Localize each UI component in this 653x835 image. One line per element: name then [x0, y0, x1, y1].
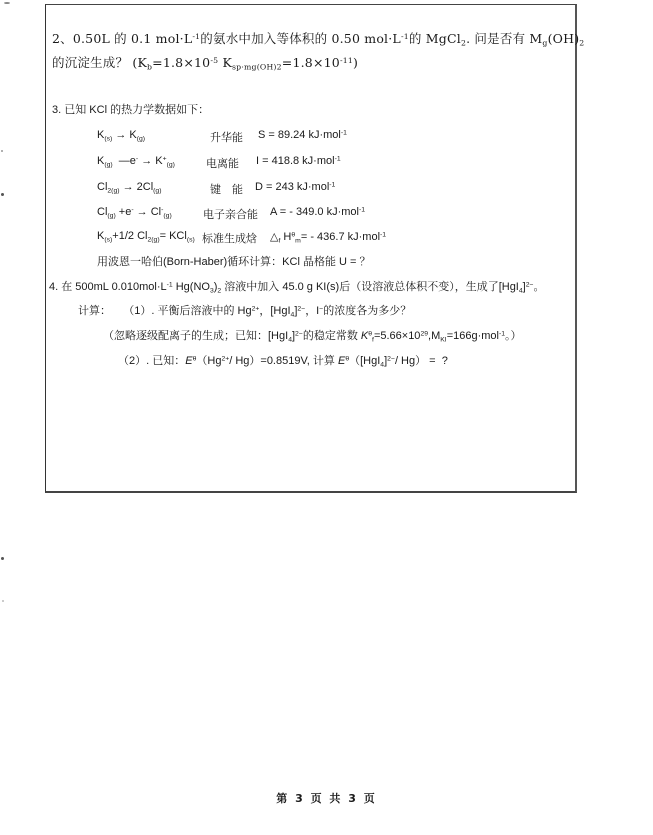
equation: $Cl_{(g)} +e^- \to Cl^-_{(g)}$ — [97, 206, 172, 220]
question-4-line-1: 4. 在 500mL $0.010mol\cdot L^{-1}$ $Hg(NO_3)_2$ 溶液中加入 45.0 g KI(s)后（设溶液总体积不变），生成了$[HgI_4]^{2-}$。 — [49, 281, 545, 295]
energy-name: 电离能 — [206, 158, 239, 170]
energy-name: 电子亲合能 — [203, 209, 258, 221]
equation: $Cl_{2(g)} \to 2Cl_{(g)}$ — [97, 181, 162, 195]
page-number-footer: 第 3 页 共 3 页 — [276, 792, 377, 805]
question-3-title: 3. 已知 KCl 的热力学数据如下： — [52, 104, 210, 116]
energy-value: I = 418.8 kJ·mol$^{-1}$ — [256, 155, 341, 167]
question-4-part-1: 计算： （1）. 平衡后溶液中的 $Hg^{2+}$，$[HgI_4]^{2-}$，I−的浓度各为多少？ — [78, 305, 412, 319]
scan-speck — [1, 557, 4, 560]
question-4-note: （忽略逐级配离子的生成；已知：$[HgI_4]^{2-}$的稳定常数 $K^\theta_f=5.66\times 10^{29},M_{KI}=166g\cdot mol^{-1}$。） — [103, 330, 522, 344]
equation: $K_{(g)}$ —e- → $K^+_{(g)}$ — [97, 155, 175, 169]
scan-speck — [1, 150, 3, 152]
energy-value: A = - 349.0 kJ·mol$^{-1}$ — [270, 206, 366, 218]
energy-value: S = 89.24 kJ·mol$^{-1}$ — [258, 129, 347, 141]
energy-name: 键 能 — [210, 184, 243, 196]
calc-label: 计算： — [78, 305, 111, 317]
scan-speck — [2, 600, 4, 602]
scan-speck — [4, 2, 10, 4]
question-2-line-2: 的沉淀生成？ ($K_b=1.8\times 10^{-5}$ $K_{sp\cdot mg(OH)2}=1.8\times 10^{-11}$) — [52, 55, 359, 72]
energy-name: 标准生成焓 — [202, 233, 257, 245]
energy-value: $\triangle_f$ $H^\theta_m= - 436.7$ kJ·mol$^{-1}$ — [270, 231, 387, 245]
equation: $K_{(s)} \to K_{(g)}$ — [97, 129, 146, 143]
question-2-line-1: 2、0.50L 的 0.1 $mol\cdot L^{-1}$的氨水中加入等体积的 0.50 $mol\cdot L^{-1}$的 MgCl$_2$. 问是否有 $M_g(OH)_2$ — [52, 31, 585, 48]
answer-box-frame — [45, 4, 577, 493]
energy-value: D = 243 kJ·mol$^{-1}$ — [255, 181, 336, 193]
question-4-part-2: （2）. 已知：$E^\theta(Hg^{2+}/$ Hg）=0.8519V, 计算 $E^\theta([HgI_4]^{2-}/$ Hg） = ? — [118, 355, 448, 369]
equation: $K_{(s)}+1/2$ $Cl_{2(g)}= KCl_{(s)}$ — [97, 230, 195, 244]
question-3-prompt: 用波恩一哈伯(Born-Haber)循环计算：KCl 晶格能 U = ？ — [97, 256, 371, 268]
scan-speck — [1, 193, 4, 196]
energy-name: 升华能 — [210, 132, 243, 144]
